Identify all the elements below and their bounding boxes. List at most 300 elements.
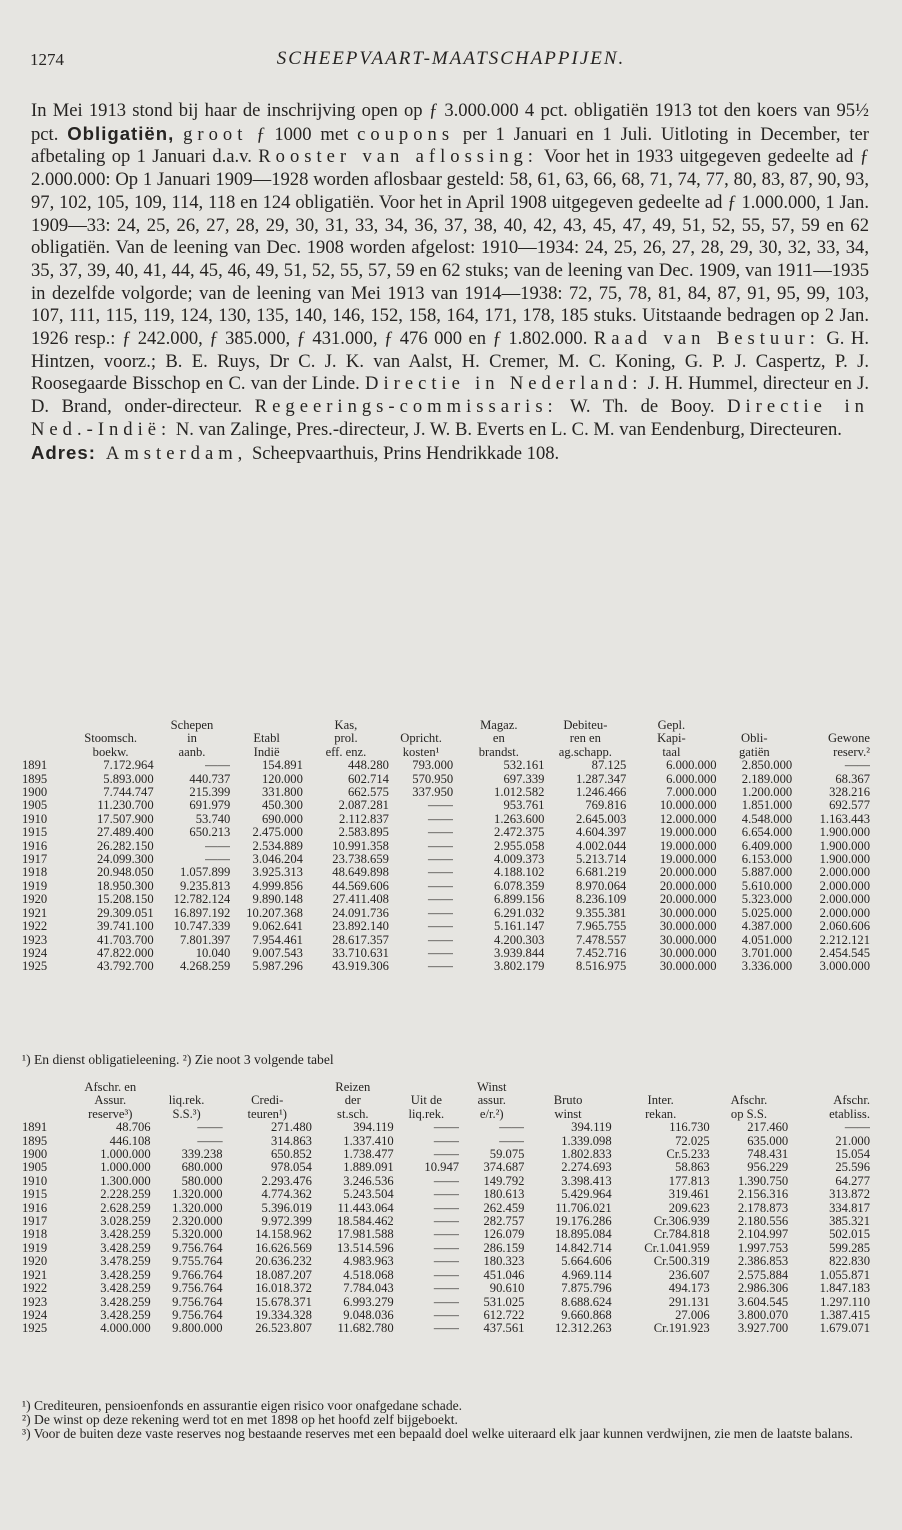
value-cell: 437.561	[483, 1322, 525, 1336]
value-cell: 9.062.641	[252, 920, 303, 934]
value-cell: 3.939.844	[494, 946, 545, 960]
value-cell: 43.919.306	[332, 960, 389, 974]
year-cell: 1925	[22, 1322, 48, 1336]
value-cell: ——	[428, 879, 454, 893]
value-cell: ——	[433, 1322, 460, 1336]
value-cell: 21.000	[835, 1134, 870, 1148]
value-cell: 1.287.347	[575, 772, 627, 786]
body-text	[31, 100, 869, 465]
column-header: op S.S.	[730, 1107, 767, 1121]
value-cell: 3.428.259	[100, 1268, 151, 1282]
value-cell: 20.000.000	[659, 893, 717, 907]
value-cell: 1.297.110	[820, 1295, 870, 1309]
value-cell: 1.900.000	[819, 826, 870, 840]
value-cell: 16.897.192	[173, 906, 231, 920]
column-header: taal	[662, 745, 681, 759]
value-cell: 64.277	[835, 1174, 870, 1188]
column-header: Obli-	[741, 732, 768, 746]
column-header: en	[492, 732, 505, 746]
value-cell: 5.610.000	[741, 879, 793, 893]
value-cell: 978.054	[270, 1161, 312, 1175]
value-cell: 15.208.150	[96, 893, 154, 907]
table-row	[22, 920, 870, 933]
column-header: Gepl.	[657, 719, 686, 732]
value-cell: 4.188.102	[494, 866, 545, 880]
value-cell: 4.518.068	[343, 1268, 394, 1282]
value-cell: 24.091.736	[332, 906, 389, 920]
value-cell: 1.200.000	[741, 786, 793, 800]
value-cell: 43.792.700	[96, 960, 154, 974]
value-cell: ——	[428, 906, 454, 920]
value-cell: ——	[428, 893, 454, 907]
column-header	[792, 719, 870, 732]
value-cell: 2.000.000	[819, 866, 870, 880]
value-cell: ——	[433, 1174, 460, 1188]
value-cell: 662.575	[348, 786, 389, 800]
value-cell: 9.890.148	[252, 893, 303, 907]
value-cell: 236.607	[668, 1268, 710, 1282]
value-cell: ——	[428, 946, 454, 960]
column-header	[524, 1081, 611, 1094]
value-cell: 328.216	[829, 786, 870, 800]
value-cell: 3.028.259	[100, 1215, 151, 1229]
value-cell: 87.125	[591, 759, 627, 773]
value-cell: 2.386.853	[737, 1255, 789, 1269]
table-row	[22, 1215, 870, 1228]
text-span: In Mei 1913 stond bij haar de inschrijving open op ƒ 3.000.000 4 pct. obligatiën 1913 tot den koers van 95½ pct.	[31, 100, 869, 145]
value-cell: 1.012.582	[494, 786, 545, 800]
value-cell: 3.000.000	[819, 960, 870, 974]
value-cell: 374.687	[483, 1161, 525, 1175]
year-cell: 1919	[22, 1241, 48, 1255]
value-cell: 48.649.898	[332, 866, 389, 880]
column-header: Kapi-	[657, 732, 686, 746]
value-cell: ——	[428, 866, 454, 880]
value-cell: 2.320.000	[172, 1215, 223, 1229]
column-header: Inter.	[647, 1094, 674, 1108]
year-cell: 1891	[22, 1121, 48, 1135]
column-header: aanb.	[178, 745, 206, 759]
value-cell: 2.087.281	[338, 799, 389, 813]
value-cell: 26.282.150	[96, 839, 154, 853]
value-cell: ——	[205, 853, 231, 867]
value-cell: 691.979	[189, 799, 231, 813]
value-cell: 116.730	[669, 1121, 710, 1135]
table-row	[22, 1269, 870, 1282]
value-cell: 6.681.219	[575, 866, 627, 880]
value-cell: 217.460	[747, 1121, 789, 1135]
table-header-row	[22, 732, 870, 745]
value-cell: 23.892.140	[332, 920, 389, 934]
rooster-label: Rooster van aflossing:	[258, 146, 538, 168]
year-cell: 1925	[22, 960, 48, 974]
value-cell: 3.927.700	[737, 1322, 789, 1336]
value-cell: Cr.306.939	[653, 1215, 710, 1229]
value-cell: 30.000.000	[659, 906, 717, 920]
value-cell: 1.320.000	[172, 1188, 223, 1202]
table-row	[22, 853, 870, 866]
value-cell: 47.822.000	[96, 946, 154, 960]
value-cell: 3.336.000	[741, 960, 793, 974]
value-cell: 5.320.000	[172, 1228, 223, 1242]
column-header: Reizen	[335, 1081, 371, 1094]
value-cell: 24.099.300	[96, 853, 154, 867]
year-cell: 1921	[22, 1268, 48, 1282]
value-cell: 2.156.316	[737, 1188, 789, 1202]
value-cell: 30.000.000	[659, 946, 717, 960]
value-cell: 9.766.764	[172, 1268, 223, 1282]
value-cell: 1.263.600	[494, 812, 545, 826]
value-cell: 502.015	[829, 1228, 870, 1242]
column-header	[22, 719, 68, 732]
value-cell: 2.000.000	[819, 893, 870, 907]
table-row	[22, 1121, 870, 1134]
value-cell: 12.312.263	[554, 1322, 612, 1336]
column-header: rekan.	[645, 1107, 677, 1121]
column-header: winst	[554, 1107, 582, 1121]
value-cell: 16.626.569	[255, 1241, 312, 1255]
value-cell: 394.119	[571, 1121, 612, 1135]
year-cell: 1923	[22, 933, 48, 947]
value-cell: 262.459	[483, 1201, 525, 1215]
text-span: Voor het in 1933 uitgegeven gedeelte ad ƒ 2.000.000: Op 1 Januari 1909—1928 worden aflosbaar gesteld: 58, 61, 63, 66, 68, 71, 74, 77, 80, 83, 87, 90, 93, 97, 102, 105, 109, 114, 118 en 124 obligatiën. Voor het in April 1908 uitgegeven gedeelte ad ƒ 1.000.000, 1 Jan. 1909—33: 24, 25, 26, 27, 28, 29, 30, 31, 33, 34, 36, 37, 38, 40, 42, 43, 45, 47, 49, 51, 52, 55, 57, 59 en 62 obligatiën. Van de leening van Dec. 1908 worden afgelost: 1910—1934: 24, 25, 26, 27, 28, 29, 30, 32, 33, 34, 35, 37, 39, 40, 41, 44, 45, 46, 49, 51, 52, 55, 57, 59 en 62 stuks; van de leening van Dec. 1909, van 1911—1935 in dezelfde volgorde; van de leening van Mei 1913 van 1914—1938: 72, 75, 78, 81, 84, 87, 91, 95, 99, 103, 107, 111, 115, 119, 124, 130, 135, 140, 146, 152, 158, 164, 171, 178, 185 stuks. Uitstaande bedragen op 2 Jan. 1926 resp.: ƒ 242.000, ƒ 385.000, ƒ 431.000, ƒ 476 000 en ƒ 1.802.000.	[31, 146, 869, 350]
year-cell: 1922	[22, 1282, 48, 1296]
value-cell: 3.046.204	[252, 853, 303, 867]
column-header: Debiteu-	[563, 719, 608, 732]
value-cell: 6.078.359	[494, 879, 545, 893]
value-cell: 9.660.868	[561, 1308, 612, 1322]
value-cell: 7.478.557	[575, 933, 627, 947]
value-cell: 339.238	[181, 1148, 223, 1162]
value-cell: 19.176.286	[554, 1215, 612, 1229]
value-cell: 177.813	[668, 1174, 710, 1188]
value-cell: 1.900.000	[819, 839, 870, 853]
value-cell: 4.002.044	[575, 839, 627, 853]
value-cell: 7.801.397	[179, 933, 231, 947]
table-row	[22, 786, 870, 799]
value-cell: 18.895.084	[554, 1228, 612, 1242]
year-cell: 1895	[22, 772, 48, 786]
table-header-row	[22, 746, 870, 759]
value-cell: 580.000	[181, 1174, 223, 1188]
value-cell: ——	[428, 799, 454, 813]
column-header: Magaz.	[480, 719, 518, 732]
value-cell: 282.757	[483, 1215, 525, 1229]
column-header: eff. enz.	[325, 745, 367, 759]
value-cell: 6.000.000	[666, 772, 717, 786]
text-span: N. van Zalinge, Pres.-directeur, J. W. B. Everts en L. C. M. van Eendenburg, Directeuren.	[171, 418, 842, 440]
value-cell: 23.738.659	[332, 853, 389, 867]
value-cell: 9.007.543	[252, 946, 303, 960]
value-cell: 28.617.357	[332, 933, 389, 947]
column-header: boekw.	[92, 745, 129, 759]
value-cell: 10.040	[195, 946, 231, 960]
value-cell: 690.000	[261, 812, 303, 826]
column-header: Credi-	[251, 1094, 284, 1108]
value-cell: 446.108	[109, 1134, 151, 1148]
value-cell: 27.006	[675, 1308, 710, 1322]
value-cell: 4.969.114	[561, 1268, 612, 1282]
year-cell: 1916	[22, 839, 48, 853]
value-cell: 635.000	[747, 1134, 789, 1148]
text-span	[174, 124, 183, 145]
year-cell: 1915	[22, 826, 48, 840]
value-cell: ——	[433, 1308, 460, 1322]
value-cell: 1.339.098	[561, 1134, 612, 1148]
value-cell: 2.454.545	[819, 946, 870, 960]
value-cell: 2.583.895	[338, 826, 389, 840]
table-row	[22, 799, 870, 812]
value-cell: 7.172.964	[103, 759, 154, 773]
value-cell: 697.339	[503, 772, 545, 786]
column-header	[22, 1081, 70, 1094]
value-cell: 1.390.750	[737, 1174, 789, 1188]
value-cell: 27.411.408	[332, 893, 389, 907]
column-header	[22, 732, 68, 745]
value-cell: 1.055.871	[819, 1268, 870, 1282]
raad-van-bestuur-label: Raad van Bestuur:	[593, 328, 820, 350]
value-cell: 494.173	[668, 1282, 710, 1296]
value-cell: ——	[205, 839, 231, 853]
value-cell: 4.000.000	[100, 1322, 151, 1336]
table-row	[22, 1161, 870, 1174]
value-cell: 1.847.183	[819, 1282, 870, 1296]
year-cell: 1917	[22, 1215, 48, 1229]
value-cell: 3.428.259	[100, 1295, 151, 1309]
footnote: ³) Voor de buiten deze vaste reserves nog bestaande reserves met een bepaald doel welke uiteraard elk jaar kunnen verdwijnen, zie men de laatste balans.	[22, 1426, 853, 1441]
value-cell: Cr.5.233	[666, 1148, 710, 1162]
table-row	[22, 1148, 870, 1161]
value-cell: 9.756.764	[172, 1241, 223, 1255]
table-row	[22, 947, 870, 960]
groot-label: groot	[183, 123, 248, 145]
value-cell: 30.000.000	[659, 960, 717, 974]
table-row	[22, 1282, 870, 1295]
value-cell: 448.280	[348, 759, 389, 773]
value-cell: 9.756.764	[172, 1295, 223, 1309]
value-cell: ——	[205, 759, 231, 773]
column-header	[717, 719, 793, 732]
value-cell: 10.991.358	[332, 839, 389, 853]
value-cell: ——	[433, 1201, 460, 1215]
value-cell: 15.054	[835, 1148, 870, 1162]
value-cell: 822.830	[829, 1255, 870, 1269]
year-cell: 1917	[22, 853, 48, 867]
value-cell: 9.972.399	[261, 1215, 312, 1229]
value-cell: 271.480	[270, 1121, 312, 1135]
value-cell: 1.246.466	[575, 786, 627, 800]
value-cell: 7.965.755	[575, 920, 627, 934]
value-cell: ——	[499, 1134, 525, 1148]
value-cell: 10.747.339	[173, 920, 231, 934]
value-cell: ——	[197, 1134, 223, 1148]
value-cell: 126.079	[483, 1228, 525, 1242]
table-row	[22, 1296, 870, 1309]
table-header-row	[22, 719, 870, 732]
value-cell: 19.000.000	[659, 826, 717, 840]
table-row	[22, 960, 870, 973]
value-cell: 18.584.462	[336, 1215, 394, 1229]
value-cell: 334.817	[829, 1201, 870, 1215]
value-cell: ——	[428, 960, 454, 974]
table2-footnotes	[22, 1399, 872, 1441]
value-cell: 570.950	[412, 772, 454, 786]
value-cell: 4.268.259	[179, 960, 231, 974]
value-cell: 7.744.747	[103, 786, 154, 800]
value-cell: 793.000	[412, 759, 454, 773]
value-cell: 149.792	[483, 1174, 525, 1188]
value-cell: ——	[433, 1295, 460, 1309]
value-cell: ——	[433, 1241, 460, 1255]
value-cell: 44.569.606	[332, 879, 389, 893]
value-cell: Cr.784.818	[653, 1228, 710, 1242]
value-cell: 7.000.000	[666, 786, 717, 800]
column-header	[389, 719, 453, 732]
value-cell: 9.235.813	[179, 879, 231, 893]
year-cell: 1923	[22, 1295, 48, 1309]
value-cell: 48.706	[115, 1121, 151, 1135]
value-cell: 6.153.000	[741, 853, 793, 867]
obligaties-label: Obligatiën,	[67, 122, 175, 144]
text-span: per 1 Januari en 1 Juli. Uitloting in December, ter afbetaling op 1 Januari d.a.v.	[31, 123, 869, 168]
value-cell: 3.246.536	[343, 1174, 394, 1188]
value-cell: 1.679.071	[819, 1322, 870, 1336]
value-cell: 6.899.156	[494, 893, 545, 907]
value-cell: 3.398.413	[561, 1174, 612, 1188]
column-header: Indië	[253, 745, 280, 759]
column-header: Afschr.	[833, 1094, 870, 1108]
value-cell: 650.213	[189, 826, 231, 840]
year-cell: 1895	[22, 1134, 48, 1148]
table-row	[22, 826, 870, 839]
value-cell: 4.051.000	[741, 933, 793, 947]
value-cell: 9.756.764	[172, 1282, 223, 1296]
value-cell: 2.293.476	[261, 1174, 312, 1188]
address-line	[31, 442, 869, 466]
value-cell: 1.738.477	[343, 1148, 394, 1162]
value-cell: 1.889.091	[343, 1161, 394, 1175]
value-cell: 2.000.000	[819, 906, 870, 920]
value-cell: 20.000.000	[659, 866, 717, 880]
year-cell: 1910	[22, 1174, 48, 1188]
table-row	[22, 1135, 870, 1148]
regeerings-commissaris-label: Regeerings-commissaris:	[254, 396, 558, 418]
value-cell: 180.323	[483, 1255, 525, 1269]
profit-table	[22, 1081, 870, 1336]
value-cell: 1.300.000	[100, 1174, 151, 1188]
table-header-row	[22, 1108, 870, 1121]
year-cell: 1918	[22, 1228, 48, 1242]
column-header: liq.rek.	[408, 1107, 445, 1121]
value-cell: ——	[433, 1268, 460, 1282]
column-header: assur.	[477, 1094, 506, 1108]
value-cell: 2.274.693	[561, 1161, 612, 1175]
value-cell: 4.774.362	[261, 1188, 312, 1202]
table-row	[22, 759, 870, 772]
value-cell: 3.701.000	[741, 946, 793, 960]
year-cell: 1915	[22, 1188, 48, 1202]
value-cell: 1.000.000	[100, 1148, 151, 1162]
value-cell: Cr.500.319	[653, 1255, 710, 1269]
column-header: st.sch.	[337, 1107, 369, 1121]
column-header: e/r.²)	[479, 1107, 504, 1121]
year-cell: 1924	[22, 946, 48, 960]
value-cell: 531.025	[483, 1295, 525, 1309]
value-cell: 9.355.381	[575, 906, 627, 920]
value-cell: 2.850.000	[741, 759, 793, 773]
value-cell: 2.104.997	[737, 1228, 789, 1242]
value-cell: 599.285	[829, 1241, 870, 1255]
year-cell: 1924	[22, 1308, 48, 1322]
year-cell: 1920	[22, 893, 48, 907]
value-cell: 3.478.259	[100, 1255, 151, 1269]
column-header	[151, 1081, 223, 1094]
table-row	[22, 880, 870, 893]
value-cell: 331.800	[261, 786, 303, 800]
value-cell: 19.000.000	[659, 853, 717, 867]
value-cell: 319.461	[668, 1188, 710, 1202]
value-cell: Cr.191.923	[653, 1322, 710, 1336]
value-cell: ——	[433, 1255, 460, 1269]
year-cell: 1900	[22, 1148, 48, 1162]
value-cell: 20.636.232	[255, 1255, 312, 1269]
value-cell: ——	[428, 826, 454, 840]
value-cell: 154.891	[261, 759, 303, 773]
value-cell: ——	[428, 920, 454, 934]
column-header	[223, 1081, 312, 1094]
value-cell: 313.872	[829, 1188, 870, 1202]
value-cell: 3.800.070	[737, 1308, 789, 1322]
column-header: Winst	[476, 1081, 507, 1094]
year-cell: 1918	[22, 866, 48, 880]
footnote: ²) De winst op deze rekening werd tot en met 1898 op het hoofd zelf bijgeboekt.	[22, 1412, 458, 1427]
value-cell: 41.703.700	[96, 933, 154, 947]
value-cell: 1.387.415	[819, 1308, 870, 1322]
value-cell: 1.320.000	[172, 1201, 223, 1215]
year-cell: 1921	[22, 906, 48, 920]
value-cell: 748.431	[747, 1148, 789, 1162]
value-cell: 650.852	[270, 1148, 312, 1162]
value-cell: 2.178.873	[737, 1201, 789, 1215]
value-cell: 3.925.313	[252, 866, 303, 880]
value-cell: 5.664.606	[561, 1255, 612, 1269]
value-cell: 956.229	[747, 1161, 789, 1175]
text-span: ƒ 1000 met	[247, 123, 358, 145]
value-cell: 18.087.207	[255, 1268, 312, 1282]
value-cell: 2.534.889	[252, 839, 303, 853]
column-header: brandst.	[478, 745, 519, 759]
value-cell: 19.000.000	[659, 839, 717, 853]
value-cell: 3.802.179	[494, 960, 545, 974]
value-cell: 5.987.296	[252, 960, 303, 974]
value-cell: 953.761	[503, 799, 545, 813]
value-cell: 8.236.109	[575, 893, 627, 907]
year-cell: 1916	[22, 1201, 48, 1215]
column-header: Assur.	[94, 1094, 127, 1108]
value-cell: 72.025	[675, 1134, 710, 1148]
value-cell: 13.514.596	[336, 1241, 394, 1255]
value-cell: 337.950	[412, 786, 454, 800]
table1-footnote: ¹) En dienst obligatieleening. ²) Zie noot 3 volgende tabel	[22, 1052, 334, 1067]
column-header	[22, 746, 68, 759]
column-header: Afschr.	[730, 1094, 768, 1108]
value-cell: 4.983.963	[343, 1255, 394, 1269]
value-cell: 5.396.019	[261, 1201, 312, 1215]
value-cell: 394.119	[353, 1121, 394, 1135]
value-cell: 6.000.000	[666, 759, 717, 773]
value-cell: 20.000.000	[659, 879, 717, 893]
value-cell: 5.887.000	[741, 866, 793, 880]
